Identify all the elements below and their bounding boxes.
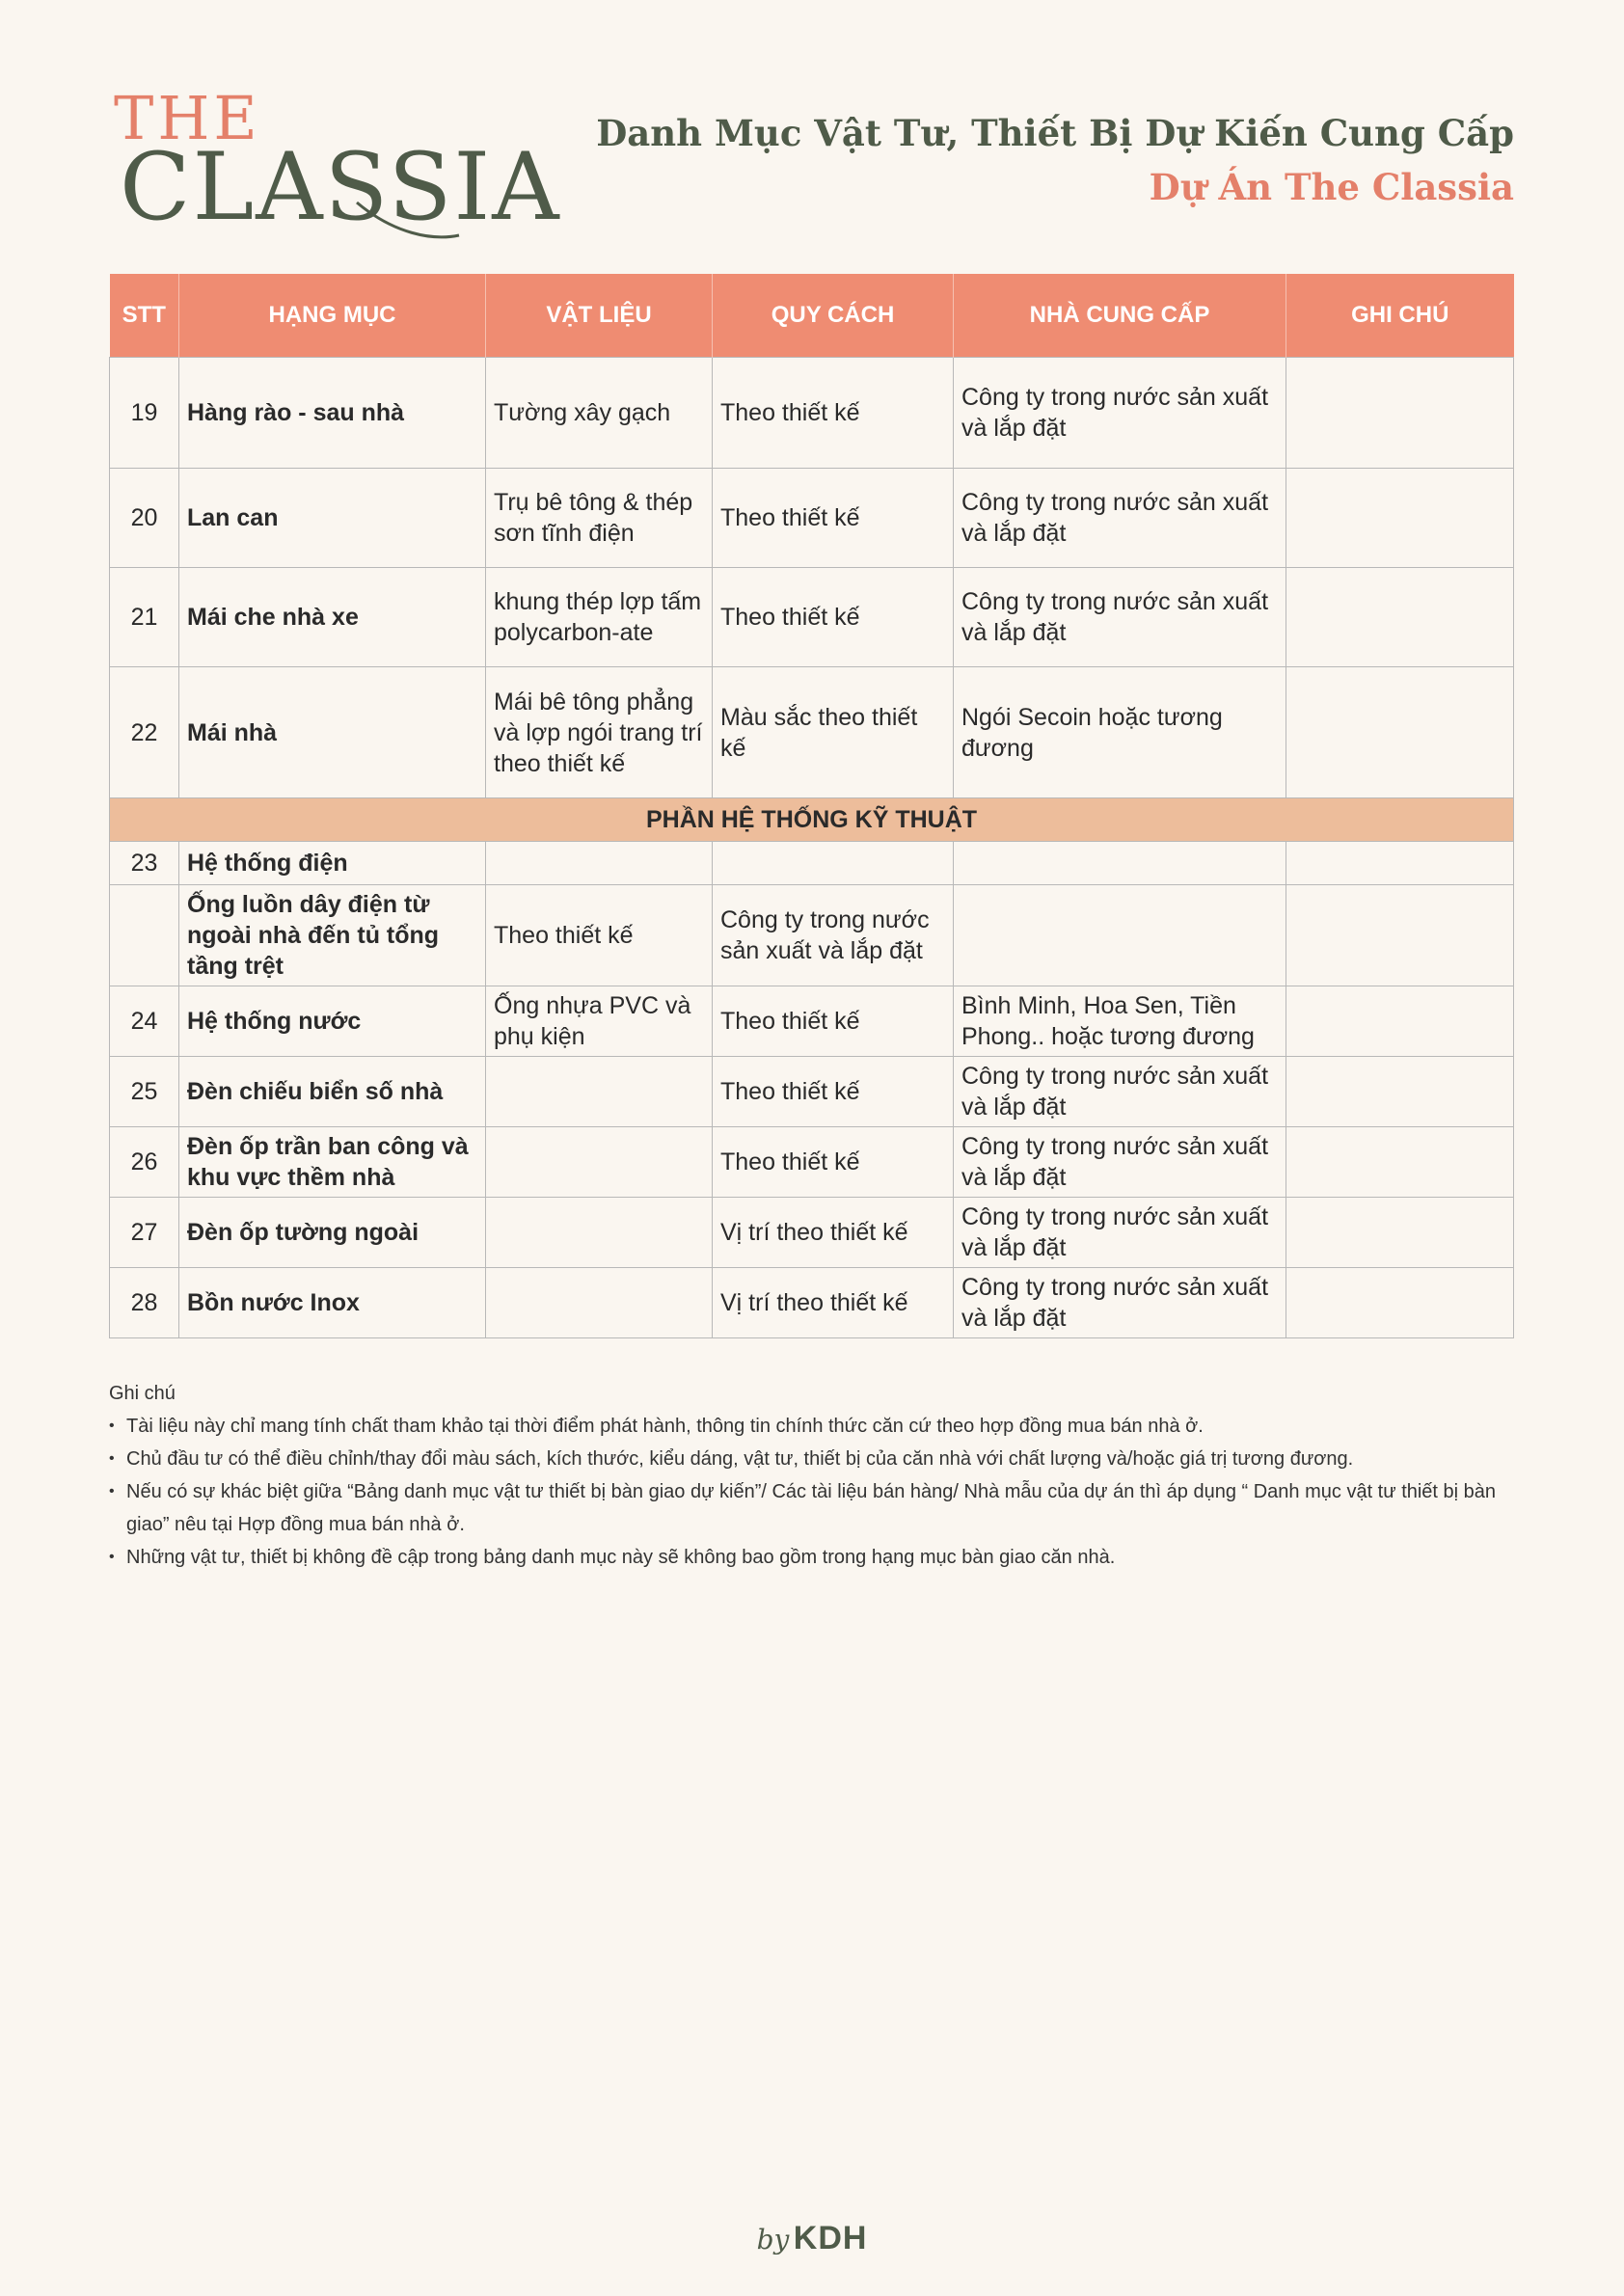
cell-spec: Màu sắc theo thiết kế	[713, 667, 954, 798]
cell-stt: 22	[110, 667, 179, 798]
cell-item: Mái nhà	[179, 667, 486, 798]
cell-spec: Theo thiết kế	[713, 1127, 954, 1198]
cell-note	[1286, 842, 1514, 885]
header-item: HẠNG MỤC	[179, 274, 486, 358]
cell-material	[486, 1198, 713, 1268]
project-name: Dự Án The Classia	[1149, 166, 1514, 208]
table-row	[110, 1198, 1514, 1268]
cell-spec: Theo thiết kế	[713, 568, 954, 667]
brand-logo	[114, 83, 561, 243]
cell-material: Tường xây gạch	[486, 358, 713, 469]
cell-stt: 24	[110, 986, 179, 1057]
cell-item: Hàng rào - sau nhà	[179, 358, 486, 469]
cell-stt: 19	[110, 358, 179, 469]
cell-note	[1286, 358, 1514, 469]
cell-material: Mái bê tông phẳng và lợp ngói trang trí theo thiết kế	[486, 667, 713, 798]
section-title: PHẦN HỆ THỐNG KỸ THUẬT	[110, 798, 1514, 842]
cell-note	[1286, 885, 1514, 986]
cell-stt: 27	[110, 1198, 179, 1268]
cell-note	[1286, 986, 1514, 1057]
header-supplier: NHÀ CUNG CẤP	[954, 274, 1286, 358]
cell-supplier	[954, 842, 1286, 885]
materials-table	[109, 274, 1514, 1338]
cell-supplier: Công ty trong nước sản xuất và lắp đặt	[954, 469, 1286, 568]
table-row	[110, 1057, 1514, 1127]
cell-spec: Công ty trong nước sản xuất và lắp đặt	[713, 885, 954, 986]
table-row	[110, 842, 1514, 885]
document-title: Danh Mục Vật Tư, Thiết Bị Dự Kiến Cung Cấp	[596, 112, 1514, 154]
logo-classia: CLASSIA	[120, 133, 561, 241]
cell-supplier: Công ty trong nước sản xuất và lắp đặt	[954, 1057, 1286, 1127]
cell-stt: 25	[110, 1057, 179, 1127]
table-row	[110, 1127, 1514, 1198]
cell-material: Theo thiết kế	[486, 885, 713, 986]
cell-item: Đèn ốp tường ngoài	[179, 1198, 486, 1268]
table-row	[110, 568, 1514, 667]
cell-note	[1286, 568, 1514, 667]
cell-material	[486, 1057, 713, 1127]
cell-supplier	[954, 885, 1286, 986]
cell-item: Đèn chiếu biển số nhà	[179, 1057, 486, 1127]
notes-heading: Ghi chú	[109, 1383, 176, 1404]
cell-spec: Theo thiết kế	[713, 469, 954, 568]
cell-spec: Vị trí theo thiết kế	[713, 1268, 954, 1338]
notes-list	[109, 1410, 1517, 1574]
header-spec: QUY CÁCH	[713, 274, 954, 358]
cell-stt: 28	[110, 1268, 179, 1338]
table-row	[110, 667, 1514, 798]
note-item: • Những vật tư, thiết bị không đề cập trong bảng danh mục này sẽ không bao gồm trong hạng mục bàn giao căn nhà.	[109, 1541, 1517, 1574]
cell-stt: 20	[110, 469, 179, 568]
header-material: VẬT LIỆU	[486, 274, 713, 358]
table-row	[110, 986, 1514, 1057]
section-row	[110, 798, 1514, 842]
cell-spec	[713, 842, 954, 885]
cell-note	[1286, 1127, 1514, 1198]
table-row	[110, 1268, 1514, 1338]
footer-kdh-logo: KDH	[793, 2220, 868, 2256]
cell-supplier: Công ty trong nước sản xuất và lắp đặt	[954, 1127, 1286, 1198]
logo-the: THE	[114, 83, 261, 153]
cell-stt: 26	[110, 1127, 179, 1198]
cell-stt: 21	[110, 568, 179, 667]
cell-spec: Theo thiết kế	[713, 986, 954, 1057]
notes-section	[109, 1377, 1517, 1574]
cell-note	[1286, 667, 1514, 798]
cell-material: Trụ bê tông & thép sơn tĩnh điện	[486, 469, 713, 568]
table-row	[110, 358, 1514, 469]
cell-note	[1286, 1057, 1514, 1127]
cell-stt: 23	[110, 842, 179, 885]
cell-spec: Vị trí theo thiết kế	[713, 1198, 954, 1268]
cell-material	[486, 1127, 713, 1198]
cell-item: Đèn ốp trần ban công và khu vực thềm nhà	[179, 1127, 486, 1198]
cell-supplier: Công ty trong nước sản xuất và lắp đặt	[954, 1268, 1286, 1338]
cell-stt	[110, 885, 179, 986]
cell-supplier: Ngói Secoin hoặc tương đương	[954, 667, 1286, 798]
cell-item: Mái che nhà xe	[179, 568, 486, 667]
cell-material	[486, 1268, 713, 1338]
cell-item: Hệ thống điện	[179, 842, 486, 885]
note-item: • Chủ đầu tư có thể điều chỉnh/thay đổi màu sách, kích thước, kiểu dáng, vật tư, thiết bị của căn nhà với chất lượng và/hoặc giá trị tương đương.	[109, 1443, 1517, 1475]
logo-swash-icon	[355, 195, 461, 243]
table-row	[110, 885, 1514, 986]
header-stt: STT	[110, 274, 179, 358]
document-title-block	[596, 108, 1514, 216]
cell-spec: Theo thiết kế	[713, 1057, 954, 1127]
cell-item: Bồn nước Inox	[179, 1268, 486, 1338]
cell-material: khung thép lợp tấm polycarbon-ate	[486, 568, 713, 667]
cell-supplier: Công ty trong nước sản xuất và lắp đặt	[954, 1198, 1286, 1268]
table-row	[110, 469, 1514, 568]
cell-item: Ống luồn dây điện từ ngoài nhà đến tủ tổng tầng trệt	[179, 885, 486, 986]
note-item: • Tài liệu này chỉ mang tính chất tham khảo tại thời điểm phát hành, thông tin chính thức căn cứ theo hợp đồng mua bán nhà ở.	[109, 1410, 1517, 1443]
cell-supplier: Công ty trong nước sản xuất và lắp đặt	[954, 568, 1286, 667]
header-note: GHI CHÚ	[1286, 274, 1514, 358]
cell-item: Lan can	[179, 469, 486, 568]
cell-note	[1286, 1268, 1514, 1338]
cell-note	[1286, 469, 1514, 568]
cell-supplier: Công ty trong nước sản xuất và lắp đặt	[954, 358, 1286, 469]
cell-supplier: Bình Minh, Hoa Sen, Tiền Phong.. hoặc tương đương	[954, 986, 1286, 1057]
cell-spec: Theo thiết kế	[713, 358, 954, 469]
footer-brand	[0, 2220, 1624, 2257]
table-header-row	[110, 274, 1514, 358]
cell-item: Hệ thống nước	[179, 986, 486, 1057]
cell-note	[1286, 1198, 1514, 1268]
footer-by: by	[756, 2224, 790, 2255]
cell-material: Ống nhựa PVC và phụ kiện	[486, 986, 713, 1057]
cell-material	[486, 842, 713, 885]
note-item: • Nếu có sự khác biệt giữa “Bảng danh mục vật tư thiết bị bàn giao dự kiến”/ Các tài liệu bán hàng/ Nhà mẫu của dự án thì áp dụng “ Danh mục vật tư thiết bị bàn giao” nêu tại Hợp đồng mua bán nhà ở.	[109, 1475, 1517, 1541]
